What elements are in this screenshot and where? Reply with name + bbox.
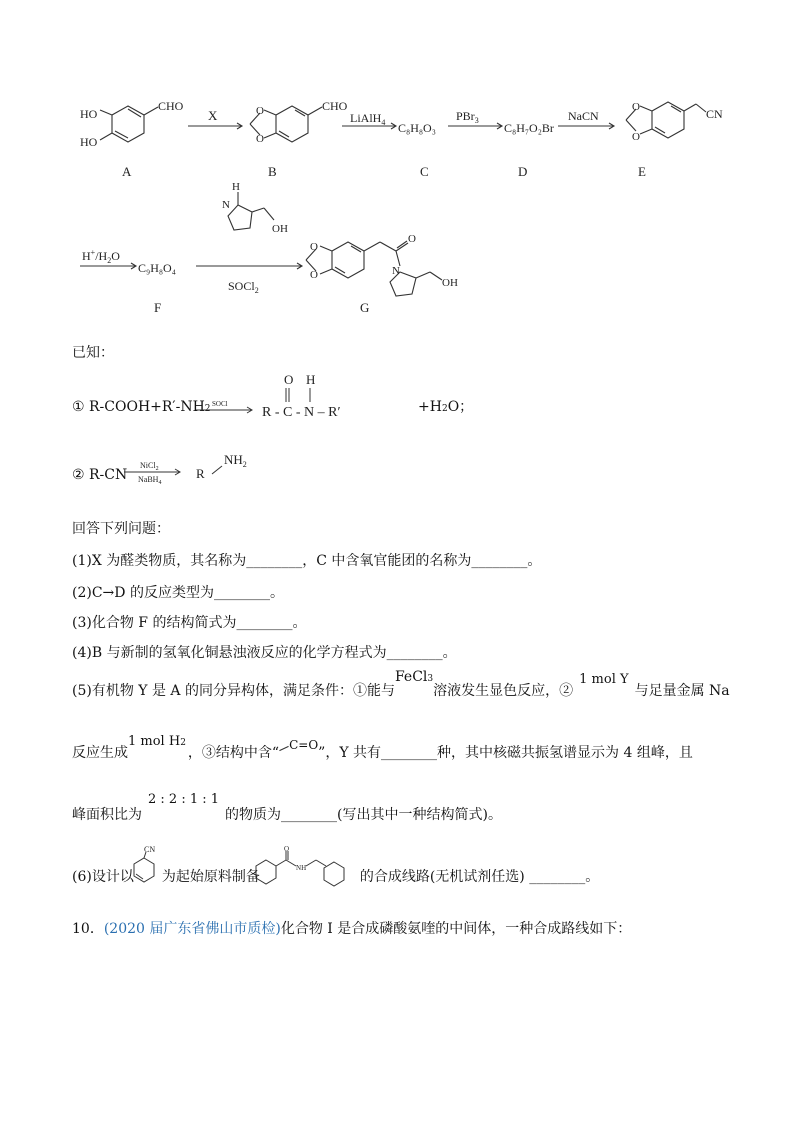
target-amide-o: O [284, 845, 290, 853]
question-2: (2)C→D 的反应类型为________。 [72, 585, 284, 601]
a-ho-bottom: HO [80, 135, 98, 149]
prolinol-oh: OH [272, 223, 288, 235]
e-cn: CN [706, 107, 723, 121]
question-10-source[interactable]: (2020 届广东省佛山市质检) [103, 921, 281, 937]
label-d: D [518, 164, 528, 179]
label-f: F [154, 300, 162, 315]
label-e: E [638, 164, 646, 179]
questions-intro: 回答下列问题： [72, 521, 170, 537]
r2-reagent-bottom: NaBH$_4$ [138, 475, 162, 486]
synthesis-scheme [70, 80, 730, 320]
carbonyl-fragment: C=O [279, 738, 318, 752]
prolinol-n: N [222, 199, 230, 211]
label-a: A [122, 164, 132, 179]
question-10 [72, 920, 631, 938]
reagent-hydrolysis: $H^+/H_2O$ [82, 248, 120, 265]
question-1: (1)X 为醛类物质，其名称为________，C 中含氧官能团的名称为________。 [72, 553, 542, 569]
formula-c: C₈H₈O₃ [398, 121, 436, 135]
g-oh: OH [442, 277, 458, 289]
r1-h: H [306, 372, 316, 387]
r1-product: R - C - N – R′ [262, 405, 341, 420]
question-4: (4)B 与新制的氢氧化铜悬浊液反应的化学方程式为________。 [72, 645, 457, 661]
r2-reagent-top: NiCl$_2$ [140, 461, 159, 472]
known-reaction-2-graphic [120, 448, 280, 488]
question-5-line-2: 反应生成1 mol H2，③结构中含“ C=O”，Y 共有________种，其中核磁共振氢谱显示为 4 组峰，且 [72, 734, 693, 761]
known-reaction-2: ② R-CN [72, 467, 128, 483]
g-n: N [392, 265, 400, 277]
question-3: (3)化合物 F 的结构简式为________。 [72, 615, 307, 631]
a-cho: CHO [158, 99, 184, 113]
formula-d: C₈H₇O₂Br [504, 121, 554, 135]
target-amide-structure [252, 844, 352, 888]
target-amide-nh: NH [296, 864, 307, 872]
e-o1: O [632, 101, 640, 113]
b-o1: O [256, 105, 264, 117]
question-6: (6)设计以 为起始原料制备 的合成线路(无机试剂任选) ________。 [72, 869, 600, 885]
question-5-line-1: (5)有机物 Y 是 A 的同分异构体，满足条件：①能与FeCl3溶液发生显色反应，②1 mol Y与足量金属 Na [72, 669, 730, 699]
reagent-nacn: NaCN [568, 109, 599, 123]
r2-product-r: R [196, 466, 205, 481]
b-cho: CHO [322, 99, 348, 113]
question-5-line-3: 峰面积比为2 : 2 : 1 : 1的物质为________(写出其中一种结构简式)。 [72, 792, 502, 823]
question-10-number: 10． [72, 921, 104, 937]
a-ho-top: HO [80, 107, 98, 121]
label-b: B [268, 164, 277, 179]
benzonitrile-structure [130, 844, 160, 888]
r2-product-nh2: $NH_2$ [224, 452, 247, 469]
known-reaction-1: ① R-COOH+R′-NH2 [72, 399, 211, 415]
reagent-pbr3: PBr$_3$ [456, 109, 479, 125]
question-10-text: 化合物 I 是合成磷酸氨喹的中间体，一种合成路线如下： [280, 921, 632, 937]
g-o-carbonyl: O [408, 233, 416, 245]
reagent-socl2: SOCl$_2$ [228, 279, 259, 295]
reagent-lialh4: LiAlH$_4$ [350, 111, 386, 127]
e-o2: O [632, 131, 640, 143]
label-g: G [360, 300, 370, 315]
g-o1: O [310, 241, 318, 253]
compound-g-ring [332, 242, 364, 278]
formula-f: C₉H₈O₄ [138, 261, 176, 275]
prolinol-ring [228, 205, 252, 230]
r1-o: O [284, 372, 294, 387]
compound-e-ring [652, 102, 684, 138]
known-title: 已知： [72, 345, 114, 361]
reagent-x: X [208, 108, 218, 123]
compound-a-ring [112, 106, 144, 142]
b-o2: O [256, 133, 264, 145]
g-o2: O [310, 269, 318, 281]
compound-b-ring [276, 106, 308, 142]
benzonitrile-cn: CN [144, 845, 156, 854]
r1-reagent: SOCl [212, 400, 228, 408]
prolinol-h: H [232, 181, 240, 193]
label-c: C [420, 164, 429, 179]
known-reaction-1-tail: +H2O； [418, 399, 474, 415]
